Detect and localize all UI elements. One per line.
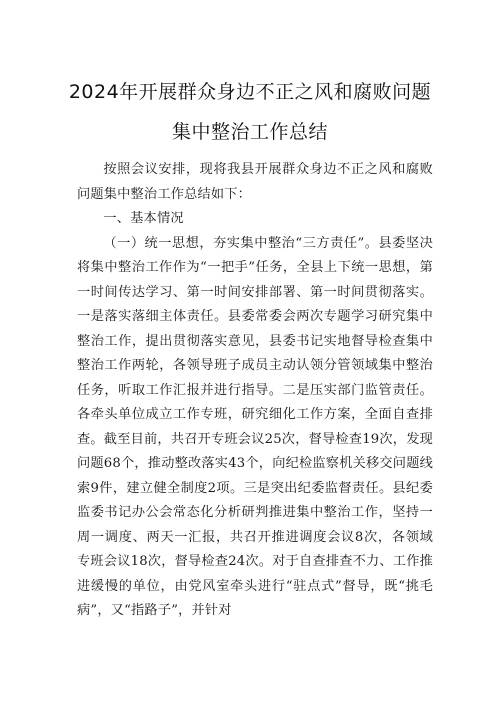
document-body [77, 158, 433, 624]
section-heading: 一、基本情况 [103, 211, 184, 226]
document-title-line-1: 2024年开展群众身边不正之风和腐败问题 [68, 81, 432, 103]
document-title-line-2: 集中整治工作总结 [171, 121, 328, 143]
intro-paragraph: 按照会议安排，现将我县开展群众身边不正之风和腐败问题集中整治工作总结如下： [77, 162, 433, 202]
body-paragraph: （一）统一思想，夯实集中整治“三方责任”。县委坚决将集中整治工作作为“一把手”任务，全县上下统一思想，第一时间传达学习、第一时间安排部署、第一时间贯彻落实。一是落实落细主体责任。县委常委会两次专题学习研究集中整治工作，提出贯彻落实意见，县委书记实地督导检查集中整治工作两轮，各领导班子成员主动认领分管领域集中整治任务，听取工作汇报并进行指导。二是压实部门监管责任。各牵头单位成立工作专班，研究细化工作方案，全面自查排查。截至目前，共召开专班会议25次，督导检查19次，发现问题68个，推动整改落实43个，向纪检监察机关移交问题线索9件，建立健全制度2项。三是突出纪委监督责任。县纪委监委书记办公会常态化分析研判推进集中整治工作，坚持一周一调度、两天一汇报，共召开推进调度会议8次，各领域专班会议18次，督导检查24次。对于自查排查不力、工作推进缓慢的单位，由党风室牵头进行“驻点式”督导，既“挑毛病”，又“指路子”，并针对 [77, 235, 433, 618]
